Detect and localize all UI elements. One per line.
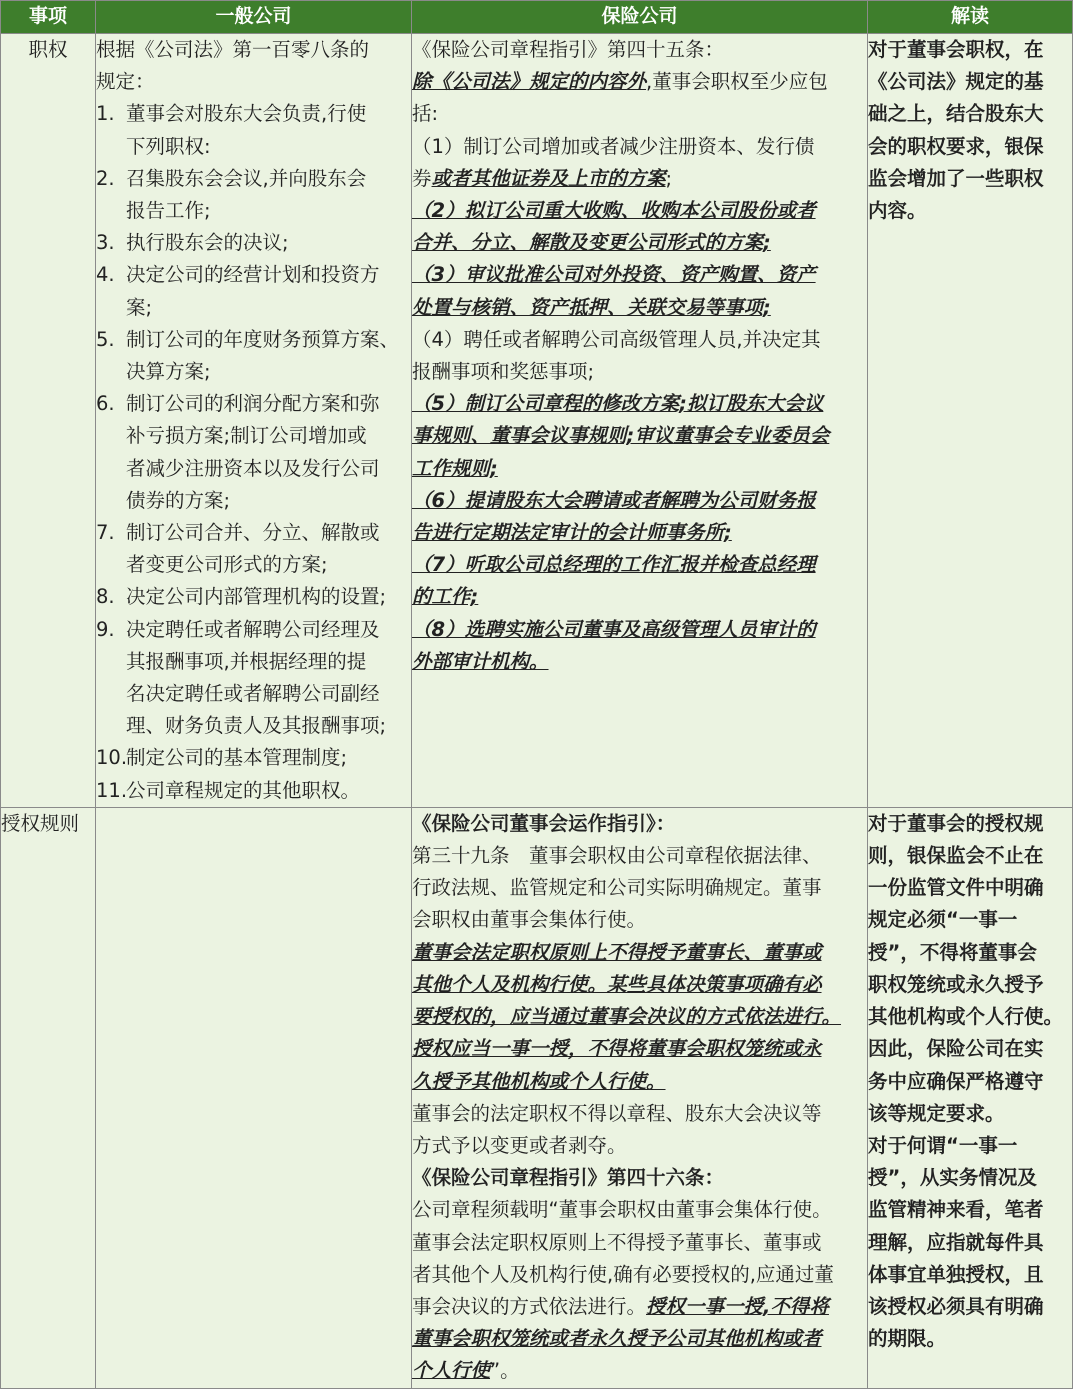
header-insurance-company: 保险公司 bbox=[412, 1, 868, 34]
interp-line: 会的职权要求，银保 bbox=[868, 134, 1044, 158]
ins-line: 者其他个人及机构行使,确有必要授权的,应通过董 bbox=[412, 1262, 834, 1286]
list-item bbox=[96, 742, 411, 774]
interp-line: 授”，不得将董事会 bbox=[868, 940, 1037, 964]
list-item-line: 制定公司的基本管理制度; bbox=[126, 746, 348, 770]
general-intro-line: 根据《公司法》第一百零八条的 bbox=[96, 38, 370, 61]
list-item-line: 者减少注册资本以及发行公司 bbox=[126, 456, 380, 480]
list-item bbox=[96, 388, 411, 517]
ins-line: 括: bbox=[412, 102, 439, 126]
list-item-line: 理、财务负责人及其报酬事项; bbox=[126, 714, 387, 738]
list-item-line: 召集股东会会议,并向股东会 bbox=[126, 166, 367, 190]
interp-line: 授”，从实务情况及 bbox=[868, 1166, 1037, 1190]
interp-line: 体事宜单独授权，且 bbox=[868, 1262, 1044, 1286]
list-item-line: 报告工作; bbox=[126, 199, 211, 223]
list-item-text bbox=[126, 614, 386, 743]
list-item-line: 制订公司的年度财务预算方案、 bbox=[126, 327, 400, 351]
list-item-number: 3. bbox=[96, 231, 115, 255]
ins-line: 久授予其他机构或个人行使。 bbox=[412, 1069, 666, 1093]
ins-line: （4）聘任或者解聘公司高级管理人员,并决定其 bbox=[412, 327, 821, 351]
ins-line: 券或者其他证券及上市的方案; bbox=[412, 166, 673, 190]
list-item bbox=[96, 227, 411, 259]
insurance-authorization-cell bbox=[412, 807, 868, 1388]
ins-line: 第三十九条 董事会职权由公司章程依据法律、 bbox=[412, 844, 822, 868]
ins-line: 董事会法定职权原则上不得授予董事长、董事或 bbox=[412, 1230, 822, 1254]
list-item-text bbox=[126, 227, 289, 259]
row-label-text: 职权 bbox=[28, 38, 68, 61]
ins-line: 事会决议的方式依法进行。授权一事一授,不得将 bbox=[412, 1294, 829, 1318]
list-item-number: 8. bbox=[96, 585, 115, 609]
ins-line: 工作规则; bbox=[412, 456, 498, 480]
ins-line: 其他个人及机构行使。某些具体决策事项确有必 bbox=[412, 972, 822, 996]
list-item-line: 者变更公司形式的方案; bbox=[126, 553, 328, 577]
list-item-line: 决定公司的经营计划和投资方 bbox=[126, 263, 380, 287]
interp-line: 则，银保监会不止在 bbox=[868, 844, 1044, 868]
row-label-text: 授权规则 bbox=[1, 811, 80, 835]
header-row bbox=[1, 1, 1073, 34]
general-intro-line: 规定： bbox=[96, 70, 155, 94]
list-item-number: 10. bbox=[96, 746, 128, 770]
ins-line: 董事会法定职权原则上不得授予董事长、董事或 bbox=[412, 940, 822, 964]
list-item-text bbox=[126, 388, 380, 517]
ins-line: 告进行定期法定审计的会计师事务所; bbox=[412, 521, 732, 545]
list-item-text bbox=[126, 517, 380, 581]
list-item-line: 案; bbox=[126, 295, 153, 319]
ins-line: 《保险公司章程指引》第四十五条： bbox=[412, 38, 725, 61]
list-item bbox=[96, 163, 411, 227]
interp-line: 内容。 bbox=[868, 199, 927, 223]
ins-line: 《保险公司董事会运作指引》： bbox=[412, 811, 676, 835]
ins-line: 个人行使”。 bbox=[412, 1359, 520, 1383]
ins-line: （7）听取公司总经理的工作汇报并检查总经理 bbox=[412, 553, 816, 577]
interp-line: 监管精神来看，笔者 bbox=[868, 1198, 1044, 1222]
list-item-number: 9. bbox=[96, 617, 115, 641]
list-item-line: 公司章程规定的其他职权。 bbox=[126, 778, 361, 802]
interp-line: 对于董事会职权，在 bbox=[868, 38, 1044, 61]
list-item bbox=[96, 581, 411, 613]
list-item-line: 补亏损方案;制订公司增加或 bbox=[126, 424, 367, 448]
list-item-text bbox=[126, 163, 366, 227]
general-powers-cell bbox=[96, 34, 412, 808]
interp-line: 理解，应指就每件具 bbox=[868, 1230, 1044, 1254]
list-item-number: 2. bbox=[96, 166, 115, 190]
general-powers-list bbox=[96, 98, 411, 806]
list-item-line: 制订公司的利润分配方案和弥 bbox=[126, 392, 380, 416]
list-item bbox=[96, 775, 411, 807]
ins-line: 要授权的，应当通过董事会决议的方式依法进行。 bbox=[412, 1005, 842, 1029]
ins-line: 董事会的法定职权不得以章程、股东大会决议等 bbox=[412, 1101, 822, 1125]
ins-line: （1）制订公司增加或者减少注册资本、发行债 bbox=[412, 134, 815, 158]
ins-line: 除《公司法》规定的内容外,董事会职权至少应包 bbox=[412, 70, 828, 94]
ins-line: 方式予以变更或者剥夺。 bbox=[412, 1133, 627, 1157]
list-item-number: 4. bbox=[96, 263, 115, 287]
list-item-number: 5. bbox=[96, 327, 115, 351]
interp-line: 对于何谓“一事一 bbox=[868, 1133, 1018, 1157]
list-item-line: 下列职权: bbox=[126, 134, 211, 158]
list-item bbox=[96, 98, 411, 162]
ins-line: 事规则、董事会议事规则;审议董事会专业委员会 bbox=[412, 424, 830, 448]
interp-line: 监会增加了一些职权 bbox=[868, 166, 1044, 190]
list-item-text bbox=[126, 259, 380, 323]
table-row-powers bbox=[1, 34, 1073, 808]
interp-line: 因此，保险公司在实 bbox=[868, 1037, 1044, 1061]
list-item-line: 其报酬事项,并根据经理的提 bbox=[126, 649, 367, 673]
list-item-line: 董事会对股东大会负责,行使 bbox=[126, 102, 367, 126]
ins-line: 会职权由董事会集体行使。 bbox=[412, 908, 647, 932]
list-item-number: 1. bbox=[96, 102, 115, 126]
list-item bbox=[96, 259, 411, 323]
list-item-text bbox=[126, 581, 386, 613]
interp-line: 一份监管文件中明确 bbox=[868, 876, 1044, 900]
list-item-text bbox=[126, 324, 399, 388]
ins-line: 报酬事项和奖惩事项; bbox=[412, 360, 595, 384]
row-label-authorization bbox=[1, 807, 96, 1388]
header-general-company: 一般公司 bbox=[96, 1, 412, 34]
list-item-line: 债券的方案; bbox=[126, 488, 231, 512]
list-item bbox=[96, 517, 411, 581]
interp-line: 规定必须“一事一 bbox=[868, 908, 1018, 932]
general-authorization-cell bbox=[96, 807, 412, 1388]
list-item-line: 执行股东会的决议; bbox=[126, 231, 289, 255]
list-item-text bbox=[126, 742, 347, 774]
list-item-line: 决定公司内部管理机构的设置; bbox=[126, 585, 387, 609]
header-item: 事项 bbox=[1, 1, 96, 34]
interp-line: 《公司法》规定的基 bbox=[868, 70, 1044, 94]
interp-line: 务中应确保严格遵守 bbox=[868, 1069, 1044, 1093]
interp-line: 对于董事会的授权规 bbox=[868, 811, 1044, 835]
interp-line: 的期限。 bbox=[868, 1327, 947, 1351]
interp-line: 职权笼统或永久授予 bbox=[868, 972, 1044, 996]
ins-line: （3）审议批准公司对外投资、资产购置、资产 bbox=[412, 263, 816, 287]
interp-line: 础之上，结合股东大 bbox=[868, 102, 1044, 126]
ins-line: 处置与核销、资产抵押、关联交易等事项; bbox=[412, 295, 771, 319]
row-label-powers bbox=[1, 34, 96, 808]
interpretation-powers-cell bbox=[868, 34, 1073, 808]
interp-line: 该等规定要求。 bbox=[868, 1101, 1005, 1125]
ins-line: 《保险公司章程指引》第四十六条： bbox=[412, 1166, 725, 1190]
list-item-line: 决定聘任或者解聘公司经理及 bbox=[126, 617, 380, 641]
ins-line: 公司章程须载明“董事会职权由董事会集体行使。 bbox=[412, 1198, 832, 1222]
ins-line: 的工作; bbox=[412, 585, 479, 609]
ins-line: 授权应当一事一授，不得将董事会职权笼统或永 bbox=[412, 1037, 822, 1061]
list-item-line: 名决定聘任或者解聘公司副经 bbox=[126, 682, 380, 706]
ins-line: （2）拟订公司重大收购、收购本公司股份或者 bbox=[412, 199, 816, 223]
list-item-text bbox=[126, 98, 366, 162]
ins-line: （6）提请股东大会聘请或者解聘为公司财务报 bbox=[412, 488, 816, 512]
list-item-line: 制订公司合并、分立、解散或 bbox=[126, 521, 380, 545]
interp-line: 该授权必须具有明确 bbox=[868, 1294, 1044, 1318]
header-interpretation: 解读 bbox=[868, 1, 1073, 34]
ins-line: （5）制订公司章程的修改方案;拟订股东大会议 bbox=[412, 392, 824, 416]
ins-line: 董事会职权笼统或者永久授予公司其他机构或者 bbox=[412, 1327, 822, 1351]
interpretation-authorization-cell bbox=[868, 807, 1073, 1388]
list-item-number: 7. bbox=[96, 521, 115, 545]
list-item-text bbox=[126, 775, 360, 807]
insurance-powers-cell bbox=[412, 34, 868, 808]
ins-line: 行政法规、监管规定和公司实际明确规定。董事 bbox=[412, 876, 822, 900]
ins-line: （8）选聘实施公司董事及高级管理人员审计的 bbox=[412, 617, 816, 641]
list-item bbox=[96, 614, 411, 743]
list-item-number: 11. bbox=[96, 778, 128, 802]
list-item-number: 6. bbox=[96, 392, 115, 416]
ins-line: 外部审计机构。 bbox=[412, 649, 549, 673]
list-item-line: 决算方案; bbox=[126, 360, 211, 384]
ins-line: 合并、分立、解散及变更公司形式的方案; bbox=[412, 231, 771, 255]
interp-line: 其他机构或个人行使。 bbox=[868, 1005, 1064, 1029]
table-row-authorization bbox=[1, 807, 1073, 1388]
interp-lines bbox=[868, 808, 1072, 1355]
list-item bbox=[96, 324, 411, 388]
